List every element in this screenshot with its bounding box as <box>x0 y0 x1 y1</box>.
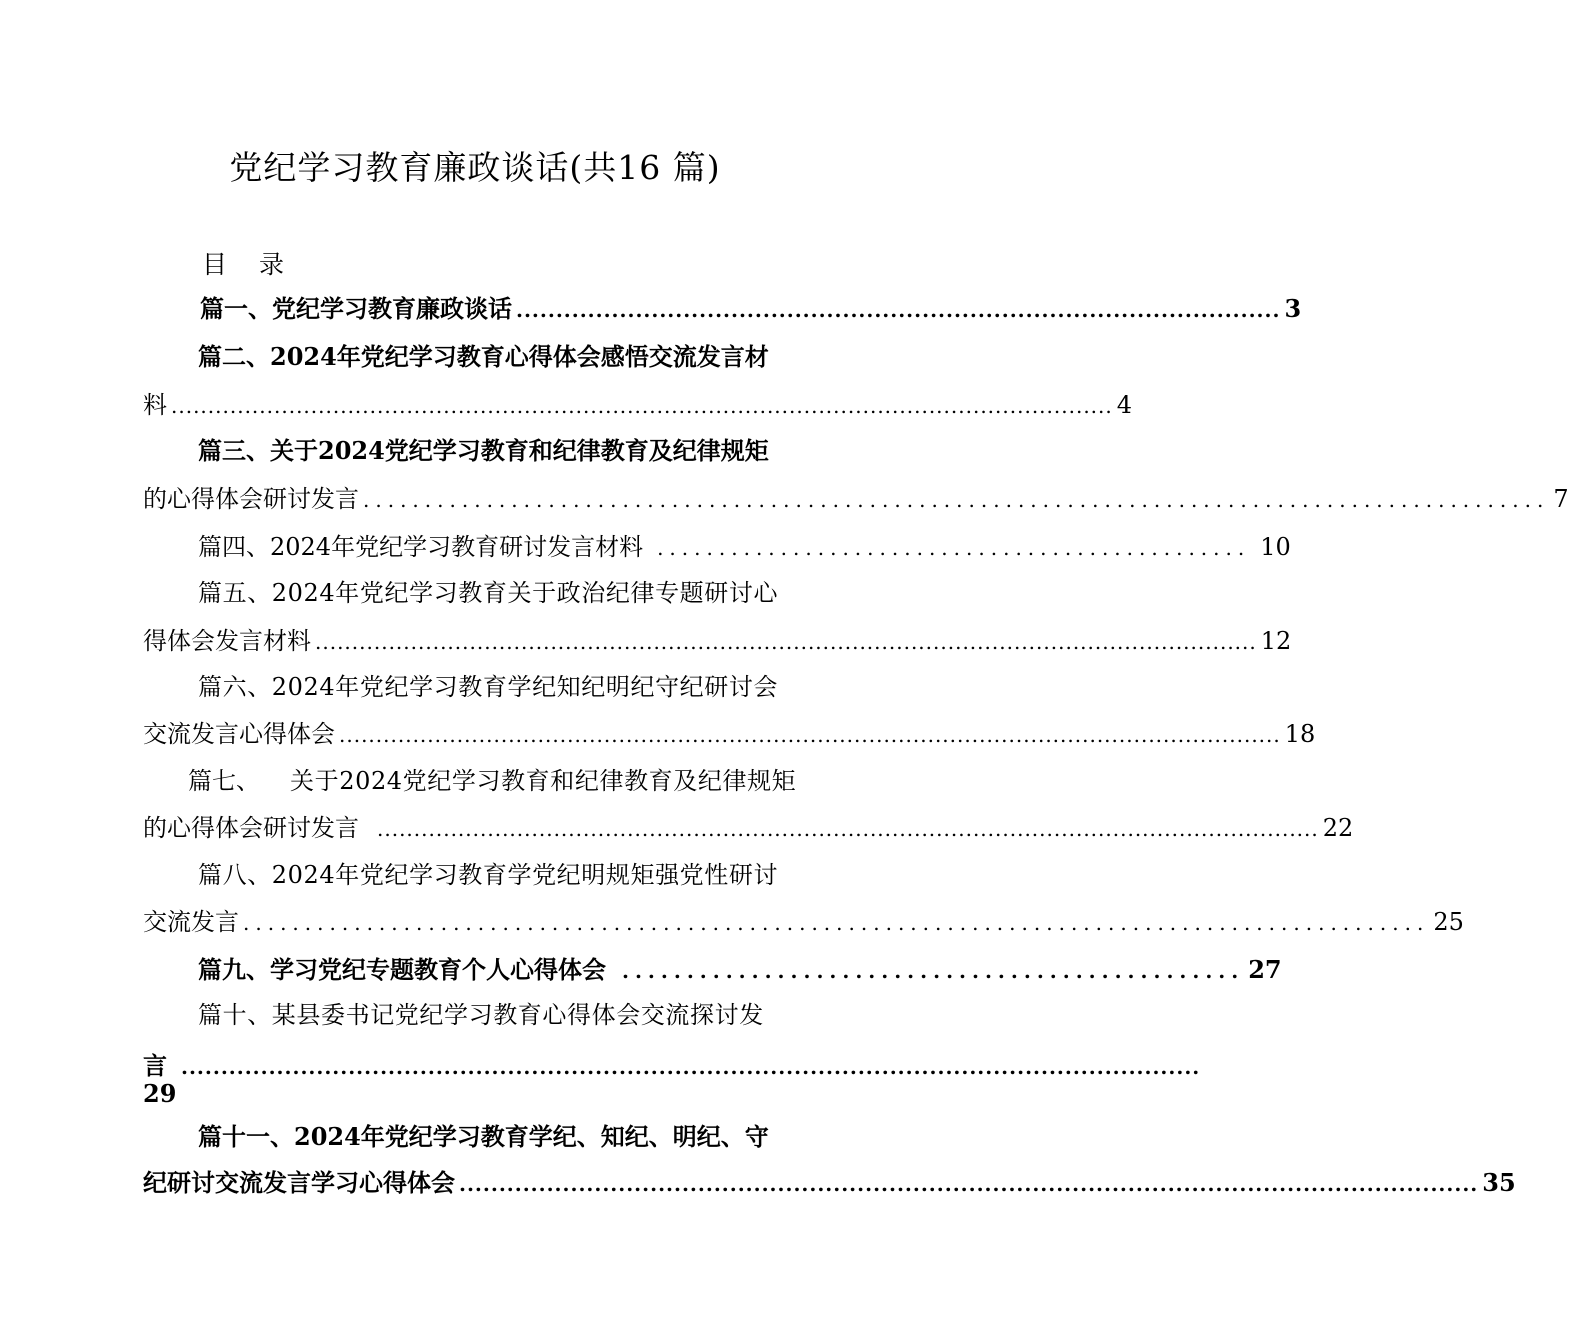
toc-leader-dots: ................................................................................................................................ <box>339 723 1281 747</box>
toc-entry-title: 交流发言心得体会 <box>143 720 335 748</box>
toc-leader-dots: ................................................................................................................................ <box>315 630 1257 654</box>
document-title: 党纪学习教育廉政谈话(共16 篇) <box>229 148 721 187</box>
toc-leader-dots: ................................................ <box>622 959 1245 983</box>
toc-leader-dots: ................................................ <box>657 536 1251 560</box>
toc-entry-title: 言 <box>143 1051 167 1080</box>
toc-entry-title: 纪研讨交流发言学习心得体会 <box>143 1168 455 1197</box>
toc-leader-dots: ................................................................................................ <box>516 298 1281 322</box>
toc-page-number: 27 <box>1248 955 1282 984</box>
toc-entry-8-line-2[interactable] <box>143 905 1464 939</box>
toc-leader-dots: ................................................................................................ <box>363 488 1550 512</box>
toc-entry-title: 得体会发言材料 <box>143 627 311 655</box>
toc-entry-title: 交流发言 <box>143 908 239 936</box>
toc-entry-9[interactable] <box>198 953 1282 987</box>
toc-entry-11-line-1[interactable]: 篇十一、2024年党纪学习教育学纪、知纪、明纪、守 <box>198 1122 769 1151</box>
toc-entry-title: 2024年党纪学习教育研讨发言材料 <box>270 533 644 561</box>
toc-entry-prefix: 篇七、 <box>188 767 260 795</box>
toc-leader-dots: ................................................................................................................................ <box>171 394 1113 418</box>
toc-entry-2-line-1[interactable]: 篇二、2024年党纪学习教育心得体会感悟交流发言材 <box>198 342 769 371</box>
toc-heading <box>202 245 286 281</box>
toc-entry-3-line-2[interactable] <box>143 482 1569 516</box>
toc-heading-char-1: 目 <box>202 250 230 279</box>
toc-entry-title: 篇九、学习党纪专题教育个人心得体会 <box>198 955 606 984</box>
toc-entry-title: 篇一、党纪学习教育廉政谈话 <box>200 294 512 323</box>
toc-leader-dots: ................................................................................................................................ <box>459 1172 1479 1196</box>
toc-page-number: 12 <box>1260 627 1292 655</box>
toc-entry-3-line-1[interactable]: 篇三、关于2024党纪学习教育和纪律教育及纪律规矩 <box>198 436 769 465</box>
toc-page-number: 18 <box>1284 720 1316 748</box>
toc-leader-dots: ................................................................................................................................ <box>181 1055 1201 1079</box>
toc-page-number: 35 <box>1482 1168 1516 1197</box>
toc-entry-11-line-2[interactable] <box>143 1166 1516 1200</box>
toc-page-number: 10 <box>1260 533 1291 561</box>
toc-page-number: 3 <box>1284 294 1302 323</box>
toc-entry-10-line-2[interactable] <box>143 1049 1201 1083</box>
toc-entry-title: 关于2024党纪学习教育和纪律教育及纪律规矩 <box>290 767 797 795</box>
toc-page-number: 25 <box>1433 908 1464 936</box>
toc-leader-dots: ................................................................................................................................ <box>377 817 1319 841</box>
toc-entry-7-line-1[interactable] <box>188 764 796 798</box>
toc-leader-dots: ................................................................................................ <box>243 911 1430 935</box>
toc-heading-char-2: 录 <box>259 250 287 279</box>
toc-entry-title: 的心得体会研讨发言 <box>143 814 359 842</box>
toc-page-number: 4 <box>1116 391 1133 419</box>
toc-entry-title: 料 <box>143 391 167 419</box>
toc-entry-4[interactable] <box>198 530 1291 564</box>
toc-entry-8-line-1[interactable]: 篇八、2024年党纪学习教育学党纪明规矩强党性研讨 <box>198 861 779 889</box>
toc-entry-5-line-2[interactable] <box>143 624 1292 658</box>
toc-entry-prefix: 篇四、 <box>198 533 270 561</box>
toc-entry-2-line-2[interactable] <box>143 388 1133 422</box>
toc-page-number: 22 <box>1322 814 1354 842</box>
toc-entry-title: 的心得体会研讨发言 <box>143 485 359 513</box>
toc-entry-6-line-2[interactable] <box>143 717 1316 751</box>
toc-entry-10-page-number[interactable]: 29 <box>143 1079 177 1108</box>
toc-entry-10-line-1[interactable]: 篇十、某县委书记党纪学习教育心得体会交流探讨发 <box>198 1001 764 1029</box>
toc-page-number: 7 <box>1553 485 1569 513</box>
toc-entry-1[interactable] <box>200 292 1302 326</box>
toc-entry-7-line-2[interactable] <box>143 811 1354 845</box>
toc-entry-5-line-1[interactable]: 篇五、2024年党纪学习教育关于政治纪律专题研讨心 <box>198 579 779 607</box>
toc-entry-6-line-1[interactable]: 篇六、2024年党纪学习教育学纪知纪明纪守纪研讨会 <box>198 673 779 701</box>
